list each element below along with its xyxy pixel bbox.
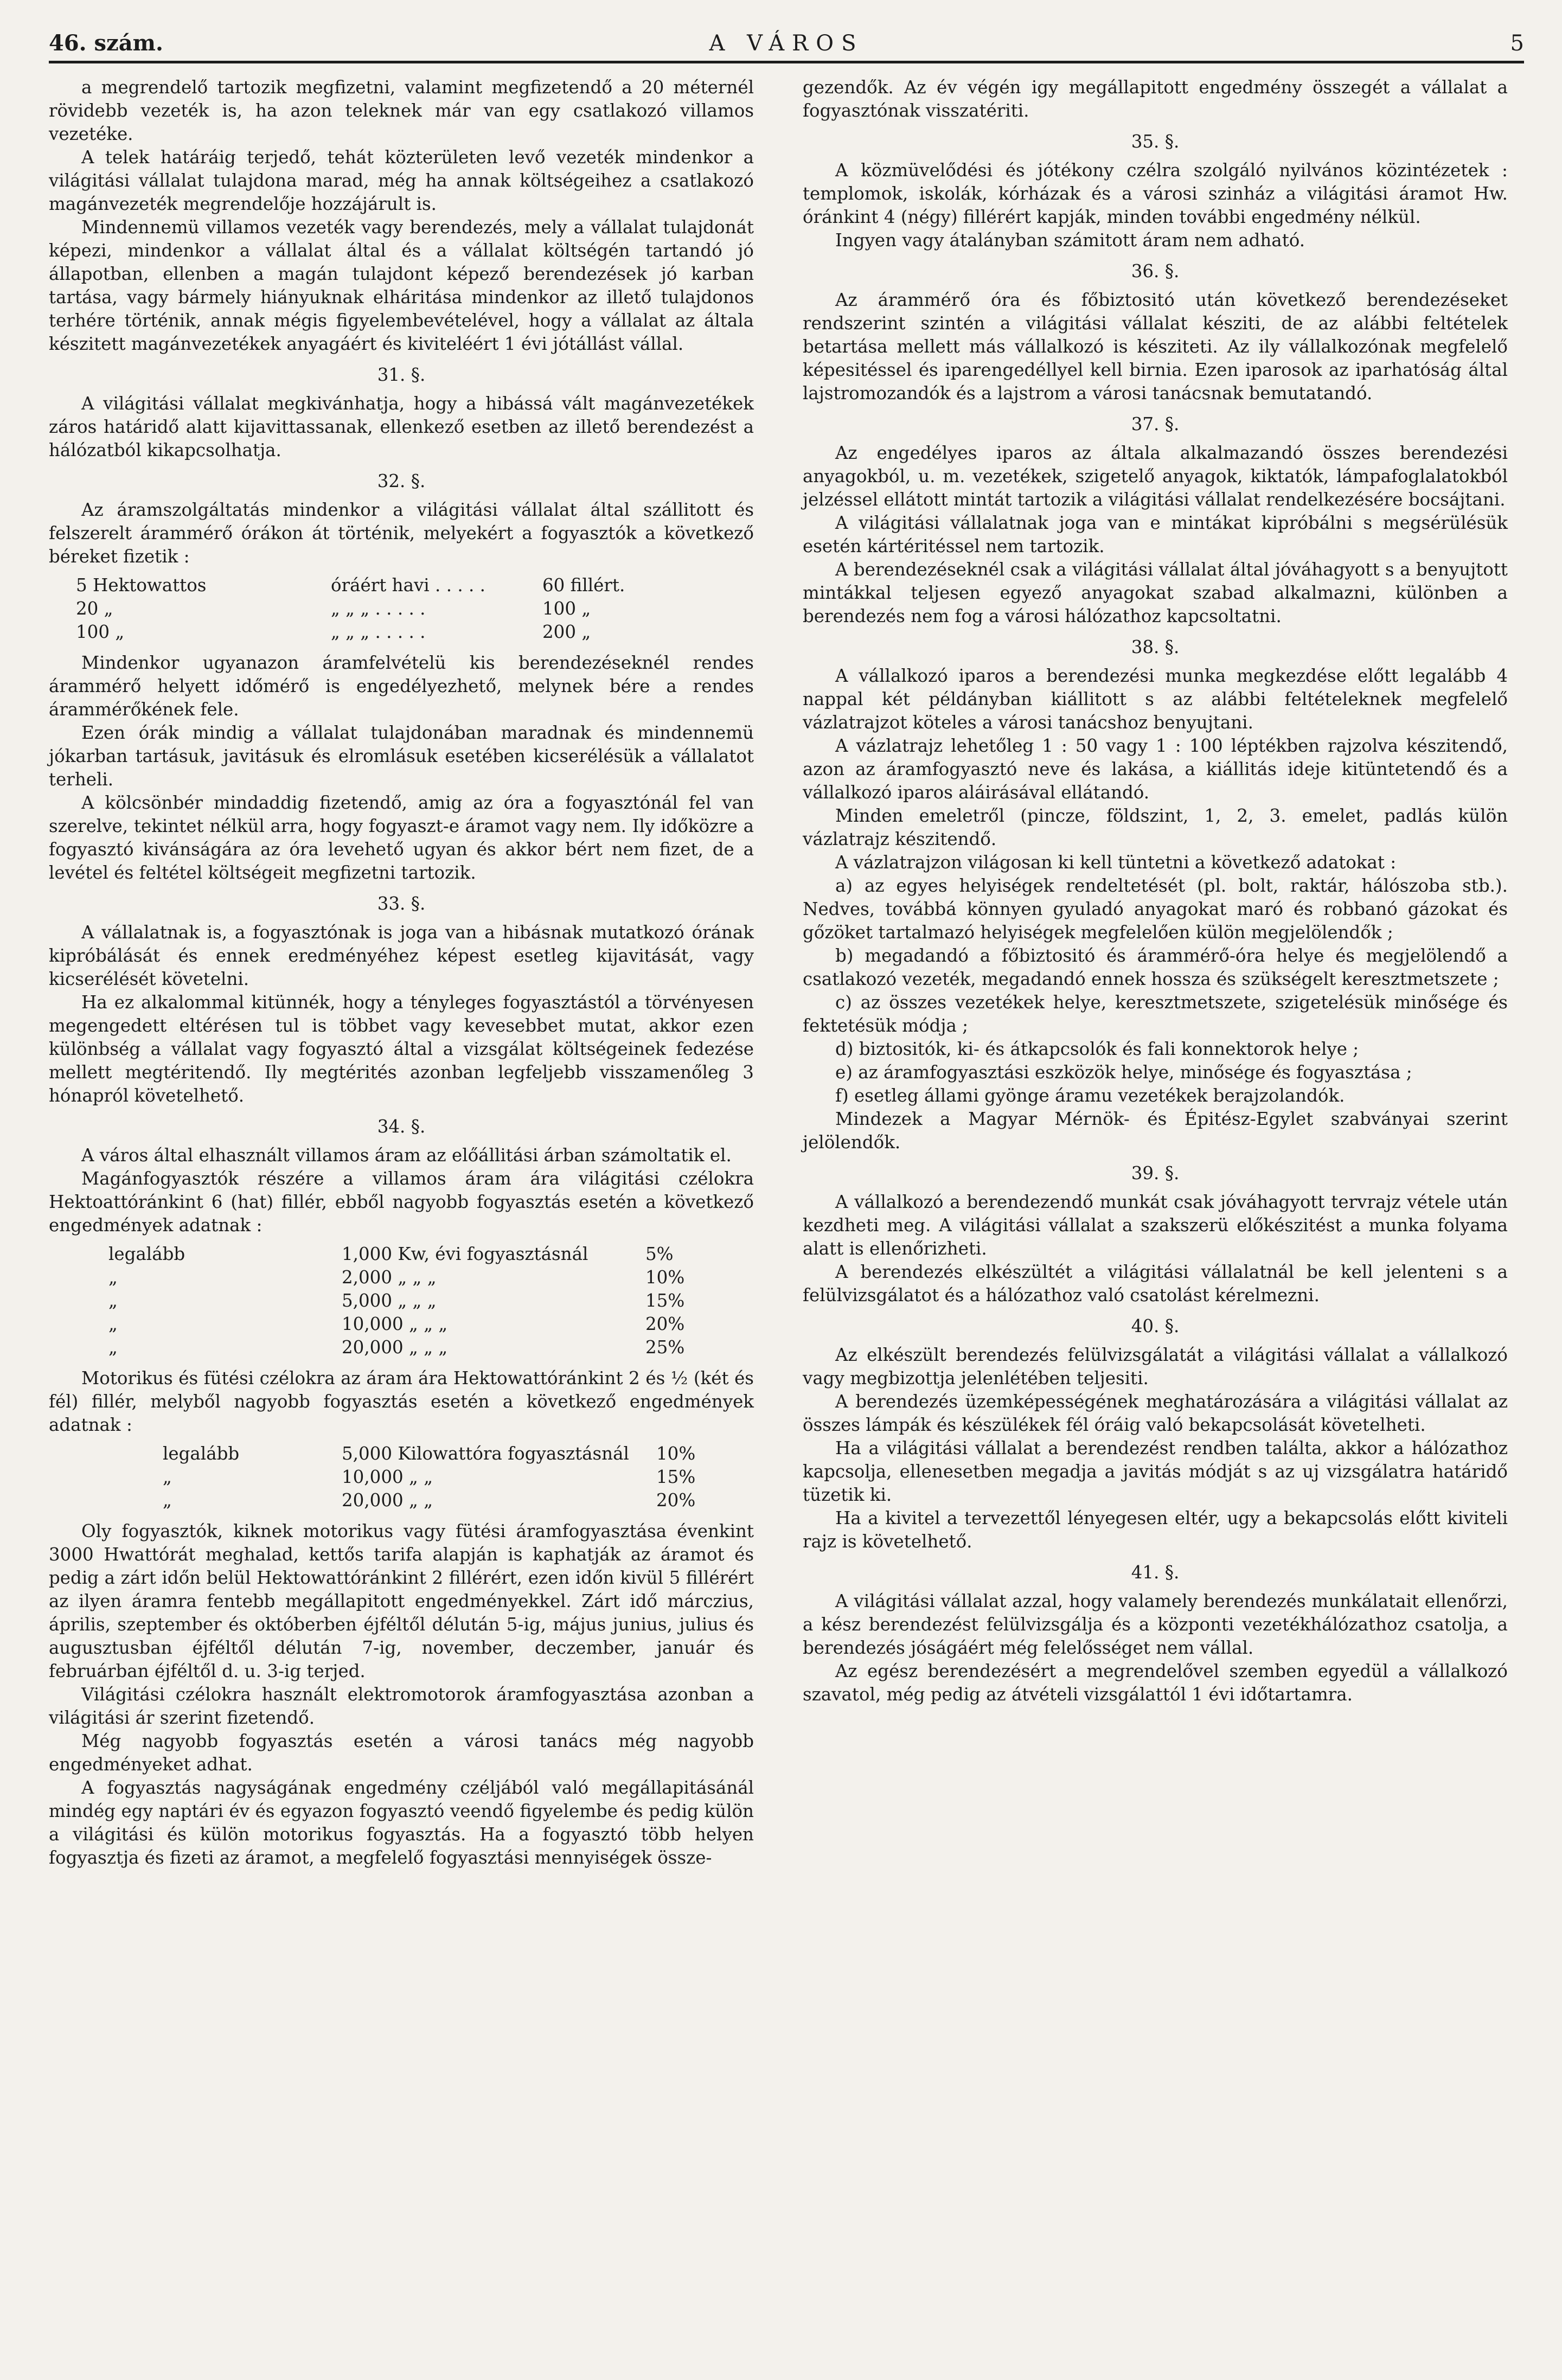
paragraph: A világitási vállalatnak joga van e mintákat kipróbálni s megsérülésük esetén kártéritéssel nem tartozik. (803, 513, 1508, 556)
section-heading-37: 37. §. (1131, 414, 1180, 434)
paragraph: A világitási vállalat megkivánhatja, hogy a hibássá vált magánvezetékek záros határidő alatt kijavittassanak, ellenkező esetben az illető berendezést a hálózatból kikapcsolhatja. (49, 393, 754, 460)
paragraph: A közmüvelődési és jótékony czélra szolgáló nyilvános közintézetek : templomok, iskolák, kórházak és a városi szinház a világitási áramot Hw. óránkint 4 (négy) fillérért kapják, minden további engedmény nélkül. (803, 160, 1508, 227)
paragraph: Még nagyobb fogyasztás esetén a városi tanács még nagyobb engedményeket adhat. (49, 1731, 754, 1775)
paragraph: A vázlatrajz lehetőleg 1 : 50 vagy 1 : 100 léptékben rajzolva készitendő, azon az áramfogyasztó neve és lakása, a kiállitás ideje kitüntetendő és a vállalkozó iparos aláirásával ellátandó. (803, 735, 1508, 803)
paragraph: Az áramszolgáltatás mindenkor a világitási vállalat által szállitott és felszerelt árammérő órákon át történik, melyekért a fogyasztók a következő béreket fizetik : (49, 500, 754, 567)
issue-number: 46. szám. (49, 30, 163, 56)
paragraph: a megrendelő tartozik megfizetni, valamint megfizetendő a 20 méternél rövidebb vezeték is, ha azon teleknek már van egy csatlakozó villamos vezetéke. (49, 77, 754, 144)
paragraph: A fogyasztás nagyságának engedmény czéljából való megállapitásánál mindég egy naptári év és egyazon fogyasztó veendő figyelembe és pedig külön a világitási és külön motorikus fogyasztás. Ha a fogyasztó több helyen fogyasztja és fizeti az áramot, a megfelelő fogyasztási mennyiségek össze- (49, 1777, 754, 1868)
page-number: 5 (1510, 31, 1524, 56)
table-row: „ 10,000 „ „ „ 20% (108, 1314, 685, 1334)
paragraph: Ingyen vagy átalányban számitott áram nem adható. (835, 230, 1305, 251)
list-item: e) az áramfogyasztási eszközök helye, minősége és fogyasztása ; (835, 1062, 1412, 1083)
paragraph: A város által elhasznált villamos áram az előállitási árban számoltatik el. (81, 1145, 732, 1166)
table-row: 5 Hektowattos óráért havi . . . . . 60 fillért. (76, 575, 625, 596)
paragraph: Az engedélyes iparos az általa alkalmazandó összes berendezési anyagokból, u. m. vezetékek, szigetelő anyagok, kiktatók, lámpafoglalatokból jelzéssel ellátott mintát tartozik a világitási vállalat rendelkezésére bocsájtani. (803, 443, 1508, 510)
paragraph: Ha a kivitel a tervezettől lényegesen eltér, ugy a bekapcsolás előtt kiviteli rajz is követelhető. (803, 1508, 1508, 1552)
paragraph: A berendezés elkészültét a világitási vállalatnál be kell jelenteni s a felülvizsgálatot és a hálózathoz való csatolást kérelmezni. (803, 1262, 1508, 1306)
paragraph: Mindenkor ugyanazon áramfelvételü kis berendezéseknél rendes árammérő helyett időmérő is engedélyezhető, melynek bére a rendes árammérőkének fele. (49, 652, 754, 720)
table-row: legalább 5,000 Kilowattóra fogyasztásnál 10% (163, 1443, 696, 1464)
page-header (49, 28, 1524, 59)
section-heading-35: 35. §. (1131, 131, 1180, 152)
paragraph: gezendők. Az év végén igy megállapitott engedmény összegét a vállalat a fogyasztónak visszatériti. (803, 77, 1508, 121)
section-heading-36: 36. §. (1131, 261, 1180, 281)
table-row: legalább 1,000 Kw, évi fogyasztásnál 5% (108, 1244, 674, 1264)
paragraph: Ezen órák mindig a vállalat tulajdonában maradnak és mindennemü jókarban tartásuk, javitásuk és elromlásuk esetében kicserélésük a vállalatot terheli. (49, 722, 754, 790)
publication-title: A VÁROS (709, 31, 864, 56)
paragraph: A vállalatnak is, a fogyasztónak is joga van a hibásnak mutatkozó órának kipróbálását és ennek eredményéhez képest esetleg kijavitását, vagy kicserélését követelni. (49, 922, 754, 989)
left-column (49, 76, 754, 1870)
paragraph: Oly fogyasztók, kiknek motorikus vagy fütési áramfogyasztása évenkint 3000 Hwattórát meghalad, kettős tarifa alapján is kaphatják az áramot és pedig a zárt időn belül Hektowattóránkint 2 fillérért, ezen időn kivül 5 fillérért az ilyen áramra fentebb megállapitott engedményekkel. Zárt idő márczius, április, szeptember és októberben éjféltől délután 5-ig, május junius, julius és augusztusban éjféltől délután 7-ig, november, deczember, január és februárban éjféltől d. u. 3-ig terjed. (49, 1521, 754, 1681)
section-heading-32: 32. §. (377, 471, 426, 491)
table-row: 20 „ „ „ „ . . . . . 100 „ (76, 598, 591, 619)
table-row: „ 10,000 „ „ 15% (163, 1467, 696, 1487)
paragraph: Az egész berendezésért a megrendelővel szemben egyedül a vállalkozó szavatol, még pedig az átvételi vizsgálattól 1 évi időtartamra. (803, 1661, 1508, 1705)
section-heading-40: 40. §. (1131, 1316, 1180, 1336)
paragraph: A vázlatrajzon világosan ki kell tüntetni a következő adatokat : (835, 852, 1397, 873)
paragraph: A vállalkozó a berendezendő munkát csak jóváhagyott tervrajz vétele után kezdheti meg. A világitási vállalat a szakszerü előkészitést a munka folyama alatt is ellenőrizheti. (803, 1192, 1508, 1259)
paragraph: Világitási czélokra használt elektromotorok áramfogyasztása azonban a világitási ár szerint fizetendő. (49, 1684, 754, 1728)
meter-fee-table (49, 574, 754, 644)
table-row: „ 20,000 „ „ „ 25% (108, 1337, 685, 1358)
section-heading-39: 39. §. (1131, 1163, 1180, 1183)
table-row: „ 20,000 „ „ 20% (163, 1490, 696, 1511)
paragraph: Minden emeletről (pincze, földszint, 1, 2, 3. emelet, padlás külön vázlatrajz készitendő. (803, 805, 1508, 849)
list-item: d) biztositók, ki- és átkapcsolók és fali konnektorok helye ; (835, 1039, 1359, 1059)
paragraph: A telek határáig terjedő, tehát közterületen levő vezeték mindenkor a világitási vállalat tulajdona marad, még ha annak költségeihez a csatlakozó magánvezeték megrendelője hozzájárult is. (49, 147, 754, 214)
paragraph: A berendezés üzemképességének meghatározására a világitási vállalat az összes lámpák és készülékek fél óráig való bekapcsolását követelheti. (803, 1391, 1508, 1435)
lighting-discount-table (49, 1243, 754, 1359)
section-heading-38: 38. §. (1131, 637, 1180, 657)
paragraph: Az elkészült berendezés felülvizsgálatát a világitási vállalat a vállalkozó vagy megbizottja jelenlétében teljesiti. (803, 1345, 1508, 1389)
paragraph: Ha a világitási vállalat a berendezést rendben találta, akkor a hálózathoz kapcsolja, ellenesetben megadja a javitás módját s az uj vizsgálatra határidő tüzetik ki. (803, 1438, 1508, 1505)
list-item: c) az összes vezetékek helye, keresztmetszete, szigetelésük minősége és fektetésük módja ; (803, 992, 1508, 1036)
paragraph: Magánfogyasztók részére a villamos áram ára világitási czélokra Hektoattóránkint 6 (hat) fillér, ebből nagyobb fogyasztás esetén a következő engedmények adatnak : (49, 1168, 754, 1236)
right-column (803, 76, 1508, 1706)
paragraph: Mindennemü villamos vezeték vagy berendezés, mely a vállalat tulajdonát képezi, mindenkor a vállalat által és a vállalat költségén tartandó jó állapotban, ellenben a magán tulajdont képező berendezések jó karban tartása, vagy bármely hiányuknak elháritása mindenkor az illető tulajdonos terhére történik, annak mégis figyelembevételével, hogy a vállalat az általa készitett magánvezetékek anyagáért és kiviteléért 1 évi jótállást vállal. (49, 217, 754, 354)
list-item: b) megadandó a főbiztositó és árammérő-óra helye és megjelölendő a csatlakozó vezeték, megadandó ennek hossza és szükségelt keresztmetszete ; (803, 945, 1508, 989)
paragraph: Az árammérő óra és főbiztositó után következő berendezéseket rendszerint szintén a világitási vállalat késziti, de az alábbi feltételek betartása mellett más vállalkozó is késziteti. Az ily vállalkozónak megfelelő képesitéssel és iparengedéllyel kell birnia. Ezen iparosok az iparhatóság által lajstromozandók és a lajstrom a városi tanácsnak bemutatandó. (803, 290, 1508, 404)
paragraph: Ha ez alkalommal kitünnék, hogy a tényleges fogyasztástól a törvényesen megengedett eltérésen tul is többet vagy kevesebbet mutat, akkor ezen különbség a vállalat vagy fogyasztó által a vizsgálat költségeinek fedezése mellett megtéritendő. Ily megtérités azonban legfeljebb visszamenőleg 3 hónapról követelhető. (49, 992, 754, 1106)
paragraph: A berendezéseknél csak a világitási vállalat által jóváhagyott s a benyujtott mintákkal teljesen egyező anyagokat szabad alkalmazni, különben a berendezés nem fog a városi hálózathoz kapcsoltatni. (803, 559, 1508, 626)
paragraph: A vállalkozó iparos a berendezési munka megkezdése előtt legalább 4 nappal két példányban kiállitott s az alábbi feltételeknek megfelelő vázlatrajzot köteles a városi tanácshoz benyujtani. (803, 666, 1508, 733)
list-item: a) az egyes helyiségek rendeltetését (pl. bolt, raktár, hálószoba stb.). Nedves, továbbá könnyen gyuladó anyagokat maró és robbanó gázokat és gőzöket tartalmazó helyiségek megfelelően külön megjelölendők ; (803, 875, 1508, 943)
table-row: „ 2,000 „ „ „ 10% (108, 1267, 685, 1288)
paragraph: Motorikus és fütési czélokra az áram ára Hektowattóránkint 2 és ½ (két és fél) fillér, melyből nagyobb fogyasztás esetén a következő engedmények adatnak : (49, 1368, 754, 1435)
paragraph: A kölcsönbér mindaddig fizetendő, amig az óra a fogyasztónál fel van szerelve, tekintet nélkül arra, hogy fogyaszt-e áramot vagy nem. Ily időközre a fogyasztó kivánságára az óra levehető ugyan és akkor bért nem fizet, de a levétel és feltétel költségeit megfizetni tartozik. (49, 792, 754, 883)
list-item: f) esetleg állami gyönge áramu vezetékek berajzolandók. (835, 1085, 1345, 1106)
section-heading-31: 31. §. (377, 364, 426, 385)
section-heading-33: 33. §. (377, 893, 426, 914)
section-heading-34: 34. §. (377, 1116, 426, 1137)
section-heading-41: 41. §. (1131, 1562, 1180, 1583)
table-row: 100 „ „ „ „ . . . . . 200 „ (76, 622, 591, 642)
paragraph: Mindezek a Magyar Mérnök- és Épitész-Egylet szabványai szerint jelölendők. (803, 1109, 1508, 1153)
table-row: „ 5,000 „ „ „ 15% (108, 1290, 685, 1311)
paragraph: A világitási vállalat azzal, hogy valamely berendezés munkálatait ellenőrzi, a kész berendezést felülvizsgálja és a központi vezetékhálózathoz csatolja, a berendezés jóságáért még felelősséget nem vállal. (803, 1591, 1508, 1658)
motor-discount-table (49, 1442, 754, 1512)
header-rule (49, 61, 1524, 63)
